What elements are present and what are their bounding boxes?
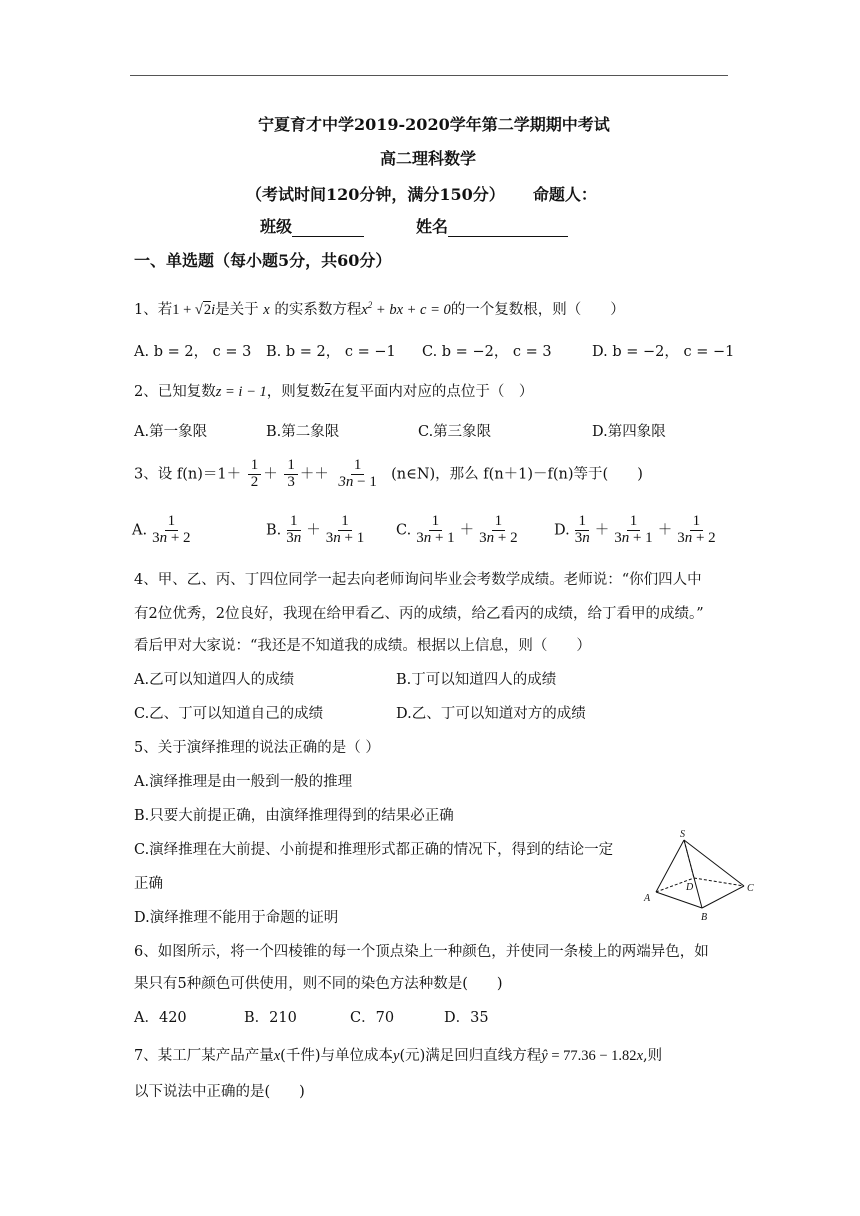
q6-option-c[interactable]: C．70	[350, 1010, 395, 1026]
label-s: S	[680, 829, 685, 840]
q6-option-d[interactable]: D．35	[444, 1010, 489, 1026]
q5-option-c[interactable]: C.演绎推理在大前提、小前提和推理形式都正确的情况下，得到的结论一定	[134, 842, 614, 858]
question-6-line-1: 6、如图所示，将一个四棱锥的每一个顶点染上一种颜色，并使同一条棱上的两端异色，如	[134, 944, 709, 960]
question-5-stem: 5、关于演绎推理的说法正确的是（ ）	[134, 740, 380, 756]
label-c: C	[747, 883, 754, 894]
exam-info	[246, 182, 597, 205]
question-4-line-1: 4、甲、乙、丙、丁四位同学一起去向老师询问毕业会考数学成绩。老师说：“你们四人中	[134, 572, 702, 588]
q4-option-a[interactable]: A.乙可以知道四人的成绩	[134, 672, 295, 688]
label-a: A	[644, 893, 651, 904]
question-6-line-2: 果只有5种颜色可供使用，则不同的染色方法种数是( )	[134, 976, 503, 992]
q3-option-c[interactable]: C. $\frac{1}{3n + 1}$ ＋ $\frac{1}{3n + 2}$	[396, 513, 518, 546]
name-blank[interactable]	[448, 236, 568, 237]
q2-option-d[interactable]: D.第四象限	[592, 424, 666, 440]
section-heading: 一、单选题（每小题5分，共60分）	[134, 251, 392, 270]
label-d: D	[686, 882, 694, 893]
student-info-row	[260, 214, 568, 237]
q1-option-d[interactable]: D. b = −2， c = −1	[592, 344, 735, 360]
question-3-stem: 3、设 f(n)＝1＋ $\frac{1}{2}$ ＋ $\frac{1}{3}$ ＋＋ $\frac{1}{3n - 1}$ (n∈N)，那么 f(n＋1)－f(n)等于( )	[134, 457, 643, 490]
question-1-stem: 1、若1 + √2i是关于 x 的实系数方程$x^2$ + bx + c = 0的一个复数根，则（ ）	[134, 300, 625, 318]
top-rule	[130, 75, 728, 76]
subject-title: 高二理科数学	[380, 149, 477, 168]
q5-option-d[interactable]: D.演绎推理不能用于命题的证明	[134, 910, 339, 926]
author-label: 命题人：	[532, 185, 597, 204]
q1-option-c[interactable]: C. b = −2， c = 3	[422, 344, 552, 360]
q4-option-c[interactable]: C.乙、丁可以知道自己的成绩	[134, 706, 324, 722]
class-label: 班级	[260, 217, 293, 236]
q5-option-b[interactable]: B.只要大前提正确，由演绎推理得到的结果必正确	[134, 808, 454, 824]
q3-option-a[interactable]: A. $\frac{1}{3n + 2}$	[132, 513, 191, 546]
q5-option-a[interactable]: A.演绎推理是由一般到一般的推理	[134, 774, 353, 790]
q2-option-b[interactable]: B.第二象限	[266, 424, 340, 440]
q6-option-b[interactable]: B．210	[244, 1010, 297, 1026]
question-2-stem: 2、已知复数z = i − 1，则复数$\overline{z}$在复平面内对应的点位于（ ）	[134, 384, 534, 400]
q3-option-d[interactable]: D. $\frac{1}{3n}$ ＋ $\frac{1}{3n + 1}$ ＋ $\frac{1}{3n + 2}$	[554, 513, 716, 546]
question-7-line-1: 7、某工厂某产品产量x(千件)与单位成本y(元)满足回归直线方程ŷ = 77.36 − 1.82x,则	[134, 1048, 663, 1064]
exam-duration-text: （考试时间120分钟，满分150分）	[246, 185, 505, 204]
question-4-line-2: 有2位优秀，2位良好，我现在给甲看乙、丙的成绩，给乙看丙的成绩，给丁看甲的成绩。”	[134, 606, 704, 622]
q5-option-c-cont: 正确	[134, 876, 163, 892]
q3-option-b[interactable]: B. $\frac{1}{3n}$ ＋ $\frac{1}{3n + 1}$	[266, 513, 365, 546]
name-label: 姓名	[416, 217, 449, 236]
q6-option-a[interactable]: A．420	[134, 1010, 187, 1026]
question-7-line-2: 以下说法中正确的是( )	[134, 1084, 305, 1100]
q4-option-b[interactable]: B.丁可以知道四人的成绩	[396, 672, 557, 688]
class-blank[interactable]	[292, 236, 364, 237]
q2-option-a[interactable]: A.第一象限	[134, 424, 208, 440]
q1-option-a[interactable]: A. b = 2， c = 3	[134, 344, 252, 360]
exam-title: 宁夏育才中学2019-2020学年第二学期期中考试	[258, 115, 610, 134]
q4-option-d[interactable]: D.乙、丁可以知道对方的成绩	[396, 706, 586, 722]
pyramid-figure	[640, 826, 760, 926]
q2-option-c[interactable]: C.第三象限	[418, 424, 492, 440]
label-b: B	[701, 912, 708, 923]
question-4-line-3: 看后甲对大家说：“我还是不知道我的成绩。根据以上信息，则（ ）	[134, 638, 591, 654]
q1-option-b[interactable]: B. b = 2， c = −1	[266, 344, 396, 360]
